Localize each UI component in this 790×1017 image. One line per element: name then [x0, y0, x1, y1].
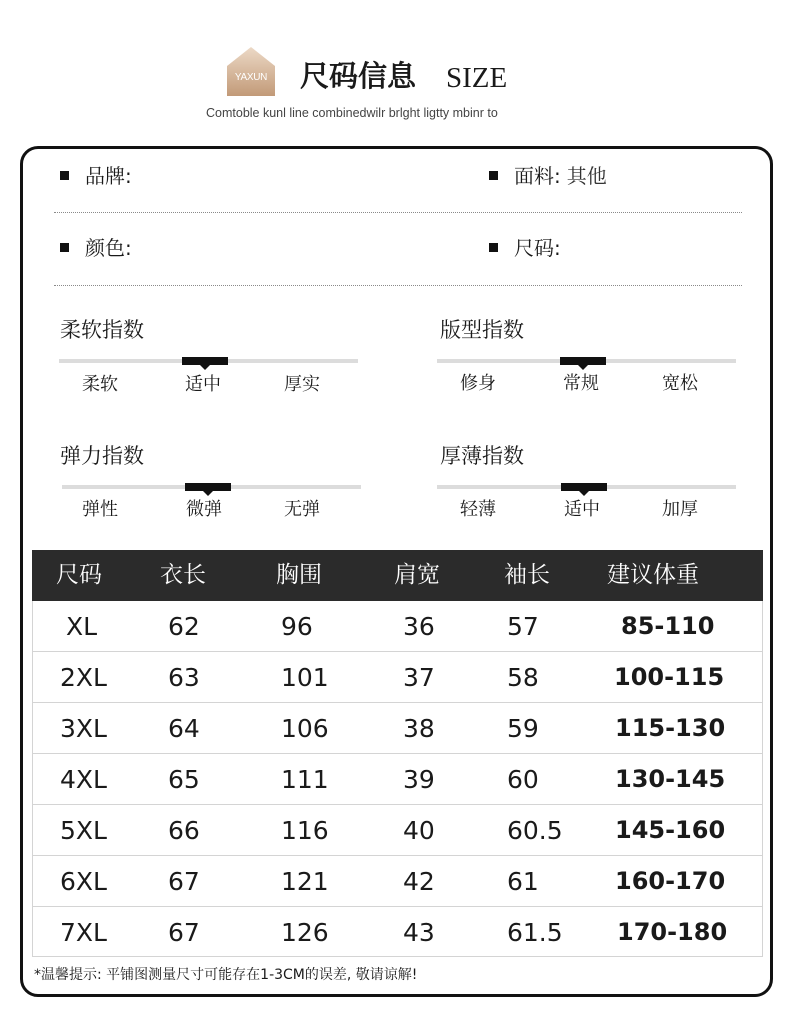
cell-size: 5XL [60, 816, 107, 845]
brand-logo [226, 46, 276, 96]
fit-index-track [437, 359, 736, 363]
size-table-body [32, 601, 763, 957]
cell-chest: 106 [281, 714, 329, 743]
size-table-header [32, 550, 763, 601]
thickness-index-marker [561, 483, 607, 491]
softness-index-title: 柔软指数 [60, 318, 144, 342]
cell-length: 67 [168, 918, 200, 947]
cell-length: 65 [168, 765, 200, 794]
cell-size: 3XL [60, 714, 107, 743]
elasticity-option: 弹性 [82, 499, 118, 520]
cell-shoulder: 42 [403, 867, 435, 896]
cell-weight: 100-115 [614, 663, 725, 691]
table-row [33, 907, 762, 957]
elasticity-index-marker [185, 483, 231, 491]
thickness-option: 适中 [564, 499, 600, 520]
cell-weight: 115-130 [615, 714, 726, 742]
thickness-index-track [437, 485, 736, 489]
page-title-en: SIZE [446, 62, 508, 94]
fit-index-marker [560, 357, 606, 365]
cell-sleeve: 59 [507, 714, 539, 743]
table-row [33, 703, 762, 754]
header-shoulder: 肩宽 [394, 562, 440, 588]
softness-option: 适中 [185, 374, 221, 395]
bullet-icon [489, 243, 498, 252]
header-chest: 胸围 [276, 562, 322, 588]
cell-length: 66 [168, 816, 200, 845]
cell-size: 7XL [60, 918, 107, 947]
cell-shoulder: 43 [403, 918, 435, 947]
cell-size: 6XL [60, 867, 107, 896]
header-length: 衣长 [160, 562, 206, 588]
elasticity-option: 无弹 [284, 499, 320, 520]
thickness-option: 轻薄 [460, 499, 496, 520]
cell-length: 64 [168, 714, 200, 743]
cell-sleeve: 61.5 [507, 918, 563, 947]
cell-length: 67 [168, 867, 200, 896]
measurement-note: *温馨提示: 平铺图测量尺寸可能存在1-3CM的误差, 敬请谅解! [34, 967, 418, 983]
cell-length: 63 [168, 663, 200, 692]
info-brand: 品牌: [60, 156, 138, 196]
cell-chest: 96 [281, 612, 313, 641]
fit-option: 常规 [563, 373, 599, 394]
table-row [33, 754, 762, 805]
cell-sleeve: 58 [507, 663, 539, 692]
cell-shoulder: 40 [403, 816, 435, 845]
cell-size: 2XL [60, 663, 107, 692]
cell-weight: 130-145 [615, 765, 726, 793]
cell-chest: 116 [281, 816, 329, 845]
bullet-icon [489, 171, 498, 180]
cell-size: XL [66, 612, 98, 641]
logo-text: YAXUN [234, 72, 268, 83]
divider [54, 285, 742, 286]
softness-option: 厚实 [284, 374, 320, 395]
logo-house-icon [226, 46, 276, 96]
cell-weight: 145-160 [615, 816, 726, 844]
softness-option: 柔软 [82, 374, 118, 395]
cell-length: 62 [168, 612, 200, 641]
softness-index-marker [182, 357, 228, 365]
elasticity-index-track [62, 485, 361, 489]
bullet-icon [60, 171, 69, 180]
info-color: 颜色: [60, 228, 138, 268]
fit-option: 修身 [460, 373, 496, 394]
cell-chest: 126 [281, 918, 329, 947]
cell-sleeve: 57 [507, 612, 539, 641]
table-row [33, 805, 762, 856]
cell-shoulder: 37 [403, 663, 435, 692]
cell-sleeve: 61 [507, 867, 539, 896]
softness-index-track [59, 359, 358, 363]
cell-weight: 85-110 [621, 612, 715, 640]
table-row [33, 601, 762, 652]
header-weight: 建议体重 [607, 562, 699, 588]
info-fabric: 面料: 其他 [489, 156, 607, 196]
cell-chest: 121 [281, 867, 329, 896]
page-title: 尺码信息 [300, 59, 417, 93]
divider [54, 212, 742, 213]
thickness-index-title: 厚薄指数 [440, 444, 524, 468]
cell-sleeve: 60.5 [507, 816, 563, 845]
cell-weight: 160-170 [615, 867, 726, 895]
cell-size: 4XL [60, 765, 107, 794]
header-size: 尺码 [56, 562, 102, 588]
table-row [33, 856, 762, 907]
cell-sleeve: 60 [507, 765, 539, 794]
table-row [33, 652, 762, 703]
thickness-option: 加厚 [662, 499, 698, 520]
cell-shoulder: 39 [403, 765, 435, 794]
fit-option: 宽松 [662, 373, 698, 394]
cell-shoulder: 36 [403, 612, 435, 641]
fit-index-title: 版型指数 [440, 318, 524, 342]
cell-shoulder: 38 [403, 714, 435, 743]
cell-chest: 101 [281, 663, 329, 692]
bullet-icon [60, 243, 69, 252]
cell-chest: 111 [281, 765, 329, 794]
info-size: 尺码: [489, 228, 567, 268]
elasticity-option: 微弹 [186, 499, 222, 520]
elasticity-index-title: 弹力指数 [60, 444, 144, 468]
cell-weight: 170-180 [617, 918, 728, 946]
header-sleeve: 袖长 [504, 562, 550, 588]
